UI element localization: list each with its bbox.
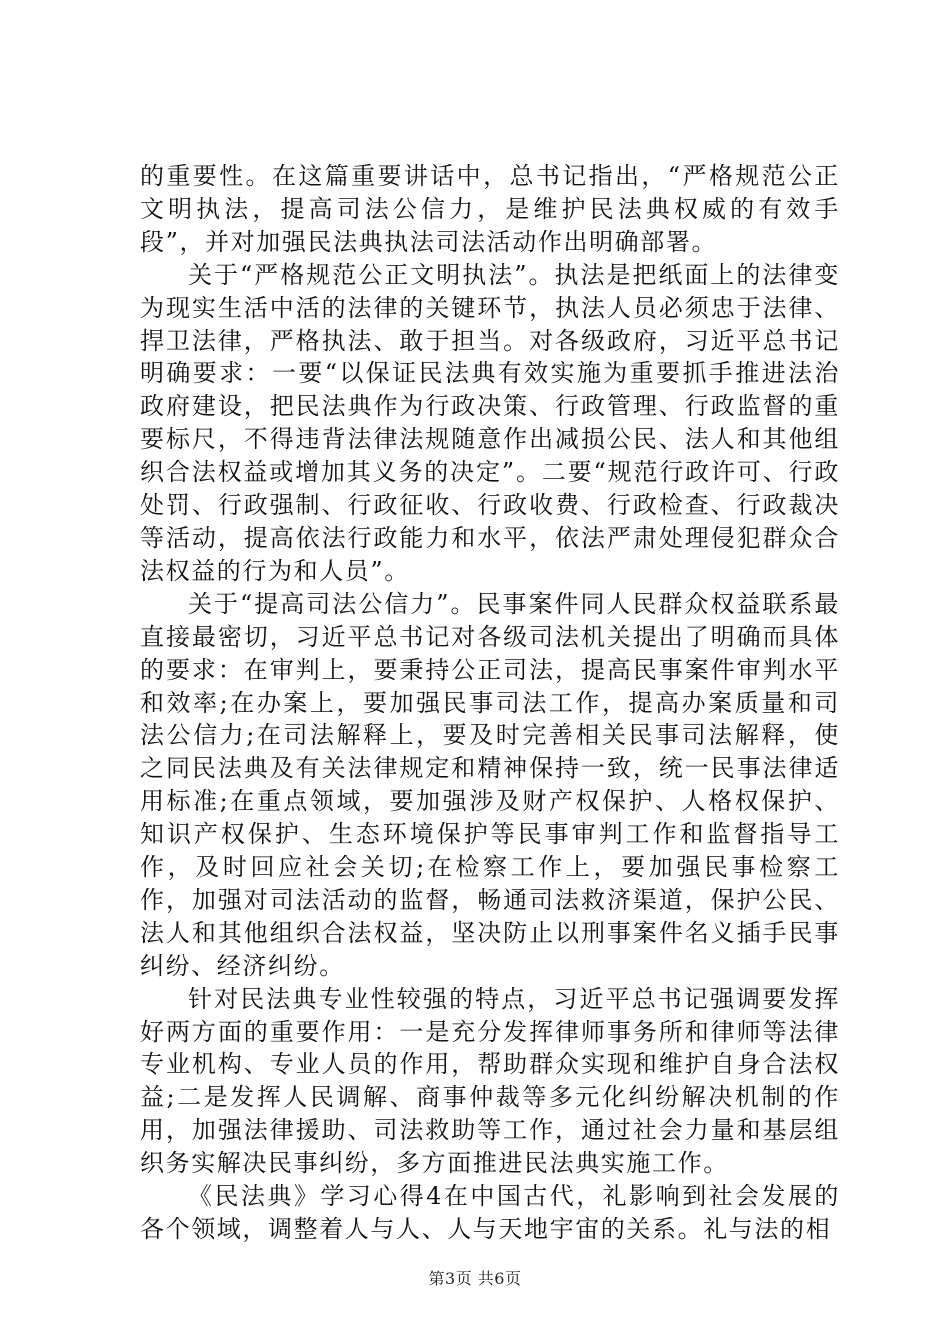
page-number-footer: 第3页 共6页 xyxy=(428,1269,522,1288)
paragraph-professional-roles: 针对民法典专业性较强的特点，习近平总书记强调要发挥好两方面的重要作用：一是充分发挥律师事务所和律师等法律专业机构、专业人员的作用，帮助群众实现和维护自身合法权益;二是发挥人民调解、商事仲裁等多元化纠纷解决机制的作用，加强法律援助、司法救助等工作，通过社会力量和基层组织务实解决民事纠纷，多方面推进民法典实施工作。 xyxy=(140,984,840,1178)
paragraph-continuation: 的重要性。在这篇重要讲话中，总书记指出，“严格规范公正文明执法，提高司法公信力，是维护民法典权威的有效手段”，并对加强民法典执法司法活动作出明确部署。 xyxy=(140,162,840,256)
paragraph-judicial-credibility: 关于“提高司法公信力”。民事案件同人民群众权益联系最直接最密切，习近平总书记对各级司法机关提出了明确而具体的要求：在审判上，要秉持公正司法，提高民事案件审判水平和效率;在办案上，要加强民事司法工作，提高办案质量和司法公信力;在司法解释上，要及时完善相关民事司法解释，使之同民法典及有关法律规定和精神保持一致，统一民事法律适用标准;在重点领域，要加强涉及财产权保护、人格权保护、知识产权保护、生态环境保护等民事审判工作和监督指导工作，及时回应社会关切;在检察工作上，要加强民事检察工作，加强对司法活动的监督，畅通司法救济渠道，保护公民、法人和其他组织合法权益，坚决防止以刑事案件名义插手民事纠纷、经济纠纷。 xyxy=(140,589,840,980)
paragraph-study-notes-4: 《民法典》学习心得4在中国古代，礼影响到社会发展的各个领域，调整着人与人、人与天地宇宙的关系。礼与法的相 xyxy=(140,1182,840,1243)
paragraph-law-enforcement: 关于“严格规范公正文明执法”。执法是把纸面上的法律变为现实生活中活的法律的关键环节，执法人员必须忠于法律、捍卫法律，严格执法、敢于担当。对各级政府，习近平总书记明确要求：一要“以保证民法典有效实施为重要抓手推进法治政府建设，把民法典作为行政决策、行政管理、行政监督的重要标尺，不得违背法律法规随意作出减损公民、法人和其他组织合法权益或增加其义务的决定”。二要“规范行政许可、行政处罚、行政强制、行政征收、行政收费、行政检查、行政裁决等活动，提高依法行政能力和水平，依法严肃处理侵犯群众合法权益的行为和人员”。 xyxy=(140,260,840,585)
document-body xyxy=(140,160,840,1246)
